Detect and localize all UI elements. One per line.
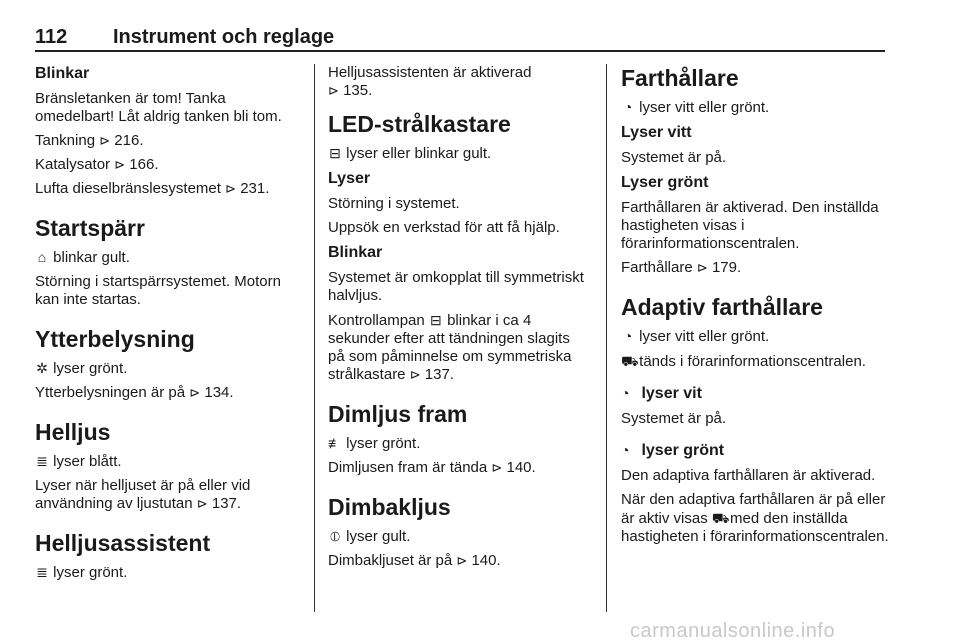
paragraph: Systemet är omkopplat till symmetriskt halvljus. [328,269,584,304]
page-ref-arrow-icon: ⊳ [491,460,503,475]
reference-line: Tankning ⊳ 216. [35,132,144,149]
reference-line: Katalysator ⊳ 166. [35,156,159,173]
column-3 [621,64,891,552]
paragraph: Systemet är på. [621,410,727,427]
paragraph: Störning i startspärrsystemet. Motorn kan inte startas. [35,273,281,308]
subheading: ◔ lyser grönt [621,442,725,459]
subheading: Blinkar [328,244,383,261]
vehicle-ahead-icon: ⛟ [711,510,730,526]
paragraph: ⦶ lyser gult. [329,528,411,545]
section-heading: Adaptiv farthållare [621,294,823,320]
page-number: 112 [35,26,68,48]
paragraph: ◔ lyser vitt eller grönt. [621,327,891,346]
column-divider-1 [314,64,315,612]
page-ref-arrow-icon: ⊳ [196,496,208,511]
reference-line: Lyser när helljuset är på eller vid användning av ljustutan ⊳ 137. [35,477,251,512]
paragraph: ✲ lyser grönt. [36,360,128,377]
page-ref-arrow-icon: ⊳ [328,83,339,98]
paragraph: Kontrollampan ⊟ blinkar i ca 4 sekunder efter att tändningen slagits på som påminnelse om symmetriska strålkastare ⊳ 137. [328,312,572,383]
section-heading: Helljus [35,419,111,445]
subheading: Lyser [328,170,371,187]
section-heading: Startspärr [35,215,145,241]
page-ref-arrow-icon: ⊳ [189,385,201,400]
reference-line: Ytterbelysningen är på ⊳ 134. [35,384,234,401]
watermark: carmanualsonline.info [630,620,836,642]
section-heading: Helljusassistent [35,530,211,556]
rear-fog-light-icon: ⦶ [329,528,341,544]
paragraph: ⊟ lyser eller blinkar gult. [329,145,492,162]
subheading: ◔ lyser vit [621,385,702,402]
vehicle-ahead-icon: ⛟ [621,353,639,369]
cruise-control-icon: ◔ [623,328,633,344]
page-ref-arrow-icon: ⊳ [456,553,468,568]
paragraph: Systemet är på. [621,149,727,166]
led-headlight-icon: ⊟ [430,312,442,328]
page-ref-arrow-icon: ⊳ [409,367,421,382]
paragraph: Störning i systemet. [328,195,460,212]
paragraph: ≣ lyser blått. [36,453,122,470]
paragraph: Bränsletanken är tom! Tanka omedelbart! Låt aldrig tanken bli tom. [35,90,282,125]
reference-line: Lufta dieselbränslesystemet ⊳ 231. [35,180,270,197]
reference-line: Dimbakljuset är på ⊳ 140. [328,552,501,569]
cruise-control-icon: ◔ [621,442,630,458]
paragraph: ≢ lyser grönt. [328,435,421,452]
page-ref-arrow-icon: ⊳ [225,181,237,196]
page-title: Instrument och reglage [113,26,335,48]
high-beam-assist-icon: ≣ [36,564,48,580]
section-heading: Dimljus fram [328,401,468,427]
page-header [35,26,885,50]
immobiliser-icon: ⌂ [37,249,47,265]
subheading: Lyser grönt [621,174,709,191]
header-rule [35,50,885,52]
paragraph: Den adaptiva farthållaren är aktiverad. [621,467,876,484]
exterior-light-icon: ✲ [36,360,48,376]
paragraph: ⌂ blinkar gult. [35,248,301,267]
section-heading: Blinkar [35,65,90,82]
page-ref-arrow-icon: ⊳ [114,157,126,172]
page-ref-arrow-icon: ⊳ [696,260,708,275]
paragraph: ⛟ tänds i förarinformationscentralen. [621,353,866,370]
paragraph: Uppsök en verkstad för att få hjälp. [328,219,560,236]
page-ref-arrow-icon: ⊳ [99,133,111,148]
reference-line: Farthållare ⊳ 179. [621,259,742,276]
section-heading: Dimbakljus [328,494,451,520]
front-fog-light-icon: ≢ [328,435,342,451]
paragraph: ◔ lyser vitt eller grönt. [621,98,891,117]
paragraph: Farthållaren är aktiverad. Den inställda hastigheten visas i förarinformationscentralen. [621,199,879,252]
section-heading: Farthållare [621,65,739,91]
section-heading: Ytterbelysning [35,326,195,352]
paragraph: När den adaptiva farthållaren är på eller är aktiv visas ⛟ med den inställda hastigheten i förarinformationscentralen. [621,491,889,545]
cruise-control-icon: ◔ [621,385,630,401]
column-divider-2 [606,64,607,612]
led-headlight-icon: ⊟ [329,145,341,161]
subheading: Lyser vitt [621,124,692,141]
high-beam-icon: ≣ [36,453,48,469]
reference-line: Helljusassistenten är aktiverad ⊳ 135. [328,64,532,99]
section-heading: LED-strålkastare [328,111,511,137]
column-2 [328,64,590,576]
column-1 [35,64,301,588]
reference-line: Dimljusen fram är tända ⊳ 140. [328,459,536,476]
paragraph: ≣ lyser grönt. [36,564,128,581]
cruise-control-icon: ◔ [623,99,633,115]
